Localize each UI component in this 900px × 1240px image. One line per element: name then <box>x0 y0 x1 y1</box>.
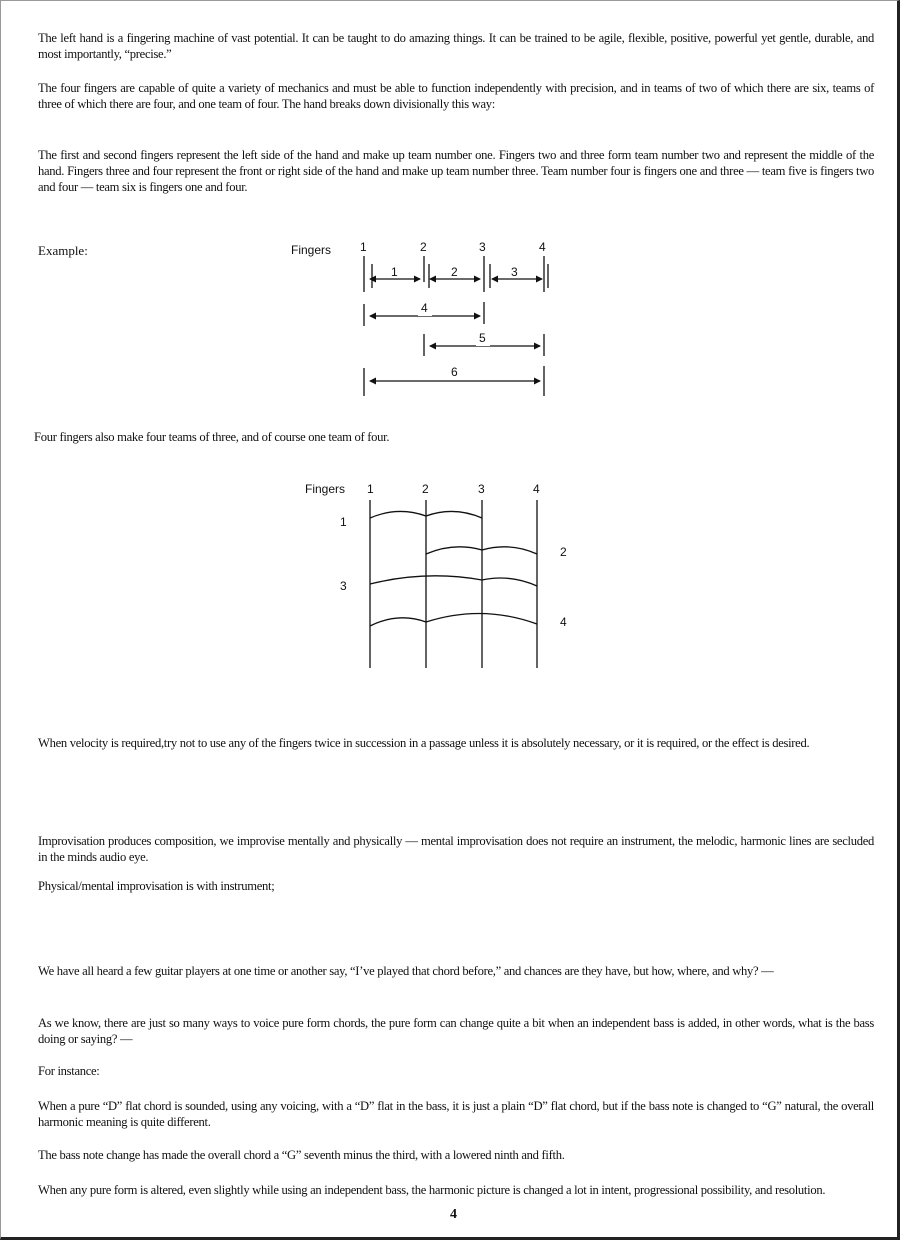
pairs-finger-number: 2 <box>420 240 427 254</box>
paragraph-bass-note-change: The bass note change has made the overall chord a “G” seventh minus the third, with a lowered ninth and fifth. <box>38 1148 565 1162</box>
team-number-label: 3 <box>511 265 518 279</box>
team-1-2-4-arc <box>370 576 537 586</box>
team-number-label: 2 <box>451 265 458 279</box>
pairs-finger-number: 4 <box>539 240 546 254</box>
paragraph-physical-mental: Physical/mental improvisation is with instrument; <box>38 879 275 893</box>
team-number-label: 5 <box>479 331 486 345</box>
team-number-label: 3 <box>340 579 347 593</box>
triples-finger-number: 3 <box>478 482 485 496</box>
finger-triples-diagram <box>300 478 590 678</box>
pairs-finger-number: 3 <box>479 240 486 254</box>
paragraph-guitar-players: We have all heard a few guitar players at one time or another say, “I’ve played that chord before,” and chances are they have, but how, where, and why? — <box>38 964 774 978</box>
team-number-label: 4 <box>560 615 567 629</box>
team-1-3-4-arc <box>370 613 537 626</box>
paragraph-d-flat-chord: When a pure “D” flat chord is sounded, using any voicing, with a “D” flat in the bass, it is just a plain “D” flat chord, but if the bass note is changed to “G” natural, the overall harmonic meaning is quite different. <box>38 1099 874 1129</box>
paragraph-improvisation: Improvisation produces composition, we improvise mentally and physically — mental improvisation does not require an instrument, the melodic, harmonic lines are secluded in the minds audio eye. <box>38 834 874 864</box>
team-number-label: 1 <box>340 515 347 529</box>
paragraph-pure-form-altered: When any pure form is altered, even slightly while using an independent bass, the harmonic picture is changed a lot in intent, progressional possibility, and resolution. <box>38 1183 826 1197</box>
triples-finger-number: 1 <box>367 482 374 496</box>
paragraph-teams-of-two: The first and second fingers represent the left side of the hand and make up team number one. Fingers two and three form team number two and represent the middle of the hand. Fingers three and four represent the front or right side of the hand and make up team number three. Team number four is fingers one and three — team five is fingers two and four — team six is fingers one and four. <box>38 148 874 194</box>
triples-finger-number: 4 <box>533 482 540 496</box>
page-number: 4 <box>450 1207 457 1222</box>
paragraph-teams-of-three: Four fingers also make four teams of three, and of course one team of four. <box>34 430 390 444</box>
paragraph-velocity: When velocity is required,try not to use any of the fingers twice in succession in a passage unless it is absolutely necessary, or it is required, or the effect is desired. <box>38 736 810 750</box>
team-number-label: 1 <box>391 265 398 279</box>
finger-pairs-diagram <box>280 236 580 406</box>
paragraph-left-hand-intro: The left hand is a fingering machine of vast potential. It can be taught to do amazing things. It can be trained to be agile, flexible, positive, powerful yet gentle, durable, and most importantly, “precise.” <box>38 31 874 61</box>
team-number-label: 6 <box>451 365 458 379</box>
paragraph-for-instance: For instance: <box>38 1064 100 1078</box>
team-number-label: 4 <box>421 301 428 315</box>
example-label: Example: <box>38 243 88 258</box>
paragraph-pure-form-chords: As we know, there are just so many ways to voice pure form chords, the pure form can change quite a bit when an independent bass is added, in other words, what is the bass doing or saying? — <box>38 1016 874 1046</box>
pairs-fingers-label: Fingers <box>291 243 332 257</box>
pairs-finger-number: 1 <box>360 240 367 254</box>
paragraph-four-fingers: The four fingers are capable of quite a variety of mechanics and must be able to function independently with precision, and in teams of two of which there are six, teams of three of which there are four, and one team of four. The hand breaks down divisionally this way: <box>38 81 874 111</box>
triples-fingers-label: Fingers <box>305 482 346 496</box>
team-number-label: 2 <box>560 545 567 559</box>
triples-finger-number: 2 <box>422 482 429 496</box>
